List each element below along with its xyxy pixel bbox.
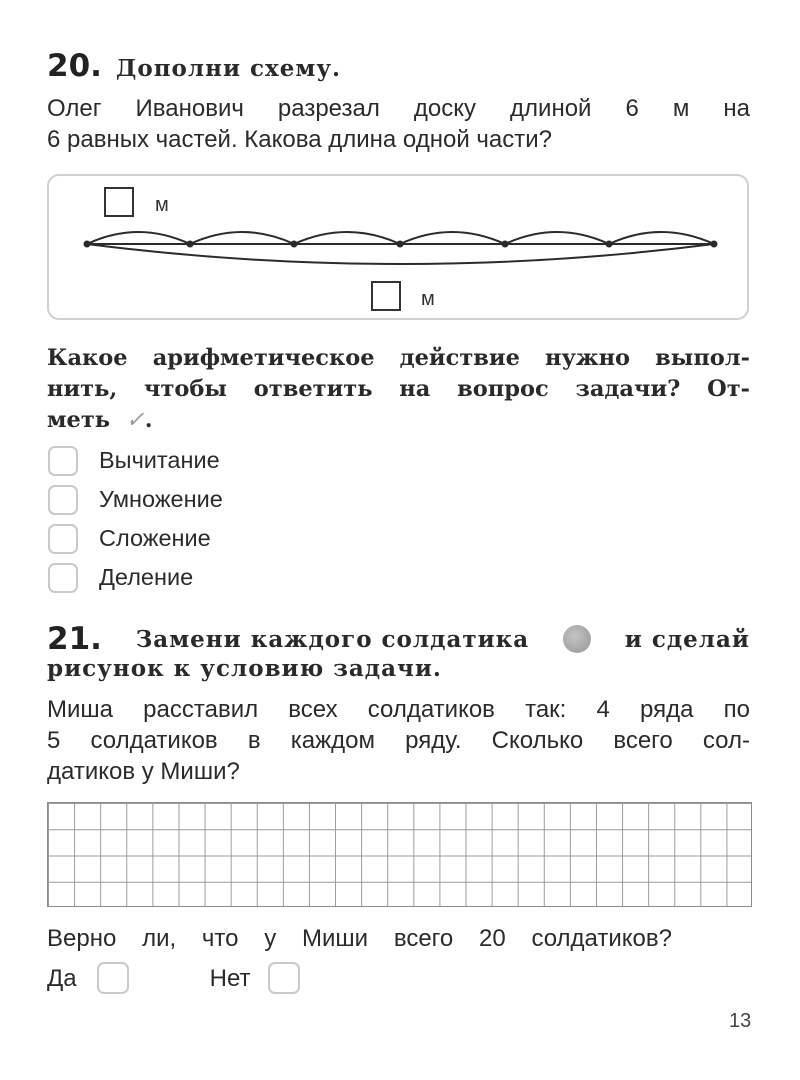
question-line-3-text: меть [47, 407, 111, 433]
task-20-problem-line-2: 6 равных частей. Какова длина одной части? [47, 126, 553, 153]
segment-arc-1 [87, 232, 190, 244]
answer-row [47, 961, 300, 995]
option-checkbox[interactable] [48, 485, 78, 515]
task-21-number: 21. [47, 621, 102, 657]
option-checkbox[interactable] [48, 446, 78, 476]
whole-unit-label: м [421, 288, 435, 310]
verify-question-text: Верно ли, что у Миши всего 20 солдатиков? [47, 925, 672, 952]
task-20-title: Дополни схему. [115, 55, 342, 82]
whole-answer-box[interactable] [371, 281, 401, 311]
option-checkbox[interactable] [48, 563, 78, 593]
division-point [711, 241, 718, 248]
option-label: Деление [99, 564, 194, 590]
task-20-question [47, 343, 750, 436]
yes-checkbox[interactable] [97, 962, 129, 994]
soldier-icon [563, 625, 591, 653]
option-checkbox[interactable] [48, 524, 78, 554]
option-subtraction[interactable] [48, 441, 223, 480]
task-20-number: 20. [47, 48, 102, 84]
division-point [187, 241, 194, 248]
question-line-1: Какое арифметическое действие нужно выпол- [47, 345, 750, 371]
page-number: 13 [729, 1010, 752, 1032]
division-point [606, 241, 613, 248]
drawing-grid[interactable] [47, 802, 752, 907]
task-21-title-line-2: рисунок к условию задачи. [47, 655, 442, 682]
segment-arc-3 [294, 232, 400, 244]
segment-arc-2 [190, 232, 294, 244]
question-line-3 [47, 405, 750, 436]
option-label: Умножение [99, 486, 223, 512]
task-20-problem-line-1: Олег Иванович разрезал доску длиной 6 м на [47, 95, 750, 122]
question-end: . [144, 407, 153, 433]
option-addition[interactable] [48, 519, 223, 558]
no-label: Нет [209, 964, 251, 992]
part-unit-label: м [155, 194, 169, 216]
no-checkbox[interactable] [268, 962, 300, 994]
segment-arc-5 [505, 232, 609, 244]
division-point [291, 241, 298, 248]
task-21-problem-line-2: 5 солдатиков в каждом ряду. Сколько всего сол- [47, 727, 750, 754]
task-21-problem [47, 694, 750, 787]
division-point [502, 241, 509, 248]
segment-arc-4 [400, 232, 505, 244]
task-21-header [47, 620, 750, 682]
verify-question [47, 923, 672, 954]
task-21-title-part-2: и сделай [624, 625, 750, 653]
division-point [397, 241, 404, 248]
task-21-problem-line-3: датиков у Миши? [47, 758, 240, 785]
check-mark-icon: ✓ [125, 407, 145, 433]
yes-label: Да [47, 964, 77, 992]
task-21-title-part-1: Замени каждого солдатика [135, 625, 530, 653]
option-label: Сложение [99, 525, 211, 551]
segment-arc-6 [609, 232, 714, 244]
question-line-2: нить, чтобы ответить на вопрос задачи? От- [47, 376, 750, 402]
option-division[interactable] [48, 558, 223, 597]
task-21-problem-line-1: Миша расставил всех солдатиков так: 4 ряда по [47, 696, 750, 723]
division-point [84, 241, 91, 248]
option-label: Вычитание [99, 447, 220, 473]
option-multiplication[interactable] [48, 480, 223, 519]
options-list [48, 441, 223, 597]
